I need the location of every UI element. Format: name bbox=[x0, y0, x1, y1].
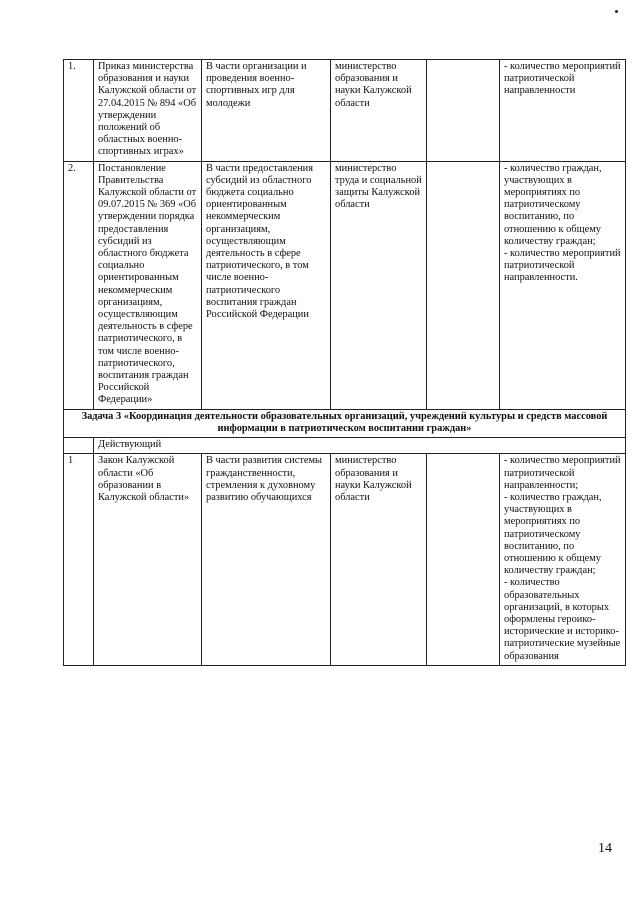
empty-cell bbox=[64, 438, 94, 454]
indicators: - количество граждан, участвующих в мероприятиях по патриотическому воспитанию, по отношению к общему количеству граждан; - количество мероприятий патриотической направленности. bbox=[500, 161, 626, 409]
task-heading-row bbox=[64, 409, 626, 437]
empty-cell bbox=[427, 161, 500, 409]
document-scope: В части предоставления субсидий из областного бюджета социально ориентированным некоммерческим организациям, осуществляющим деятельность в сфере патриотического, в том числе военно-патриотического воспитания граждан Российской Федерации bbox=[202, 161, 331, 409]
row-number: 1 bbox=[64, 454, 94, 665]
page-number: 14 bbox=[598, 841, 612, 856]
empty-cell bbox=[427, 454, 500, 665]
table-row bbox=[64, 161, 626, 409]
responsible-executor: министерство образования и науки Калужской области bbox=[331, 454, 427, 665]
status-label: Действующий bbox=[94, 438, 626, 454]
document-name: Приказ министерства образования и науки Калужской области от 27.04.2015 № 894 «Об утверждении положений об областных военно-спортивных играх» bbox=[94, 60, 202, 162]
legal-acts-table bbox=[63, 59, 626, 666]
task-heading: Задача 3 «Координация деятельности образовательных организаций, учреждений культуры и средств массовой информации в патриотическом воспитании граждан» bbox=[64, 409, 626, 437]
status-row bbox=[64, 438, 626, 454]
indicators: - количество мероприятий патриотической направленности; - количество граждан, участвующих в мероприятиях по патриотическому воспитанию, по отношению к общему количеству граждан; - количество образовательных организаций, в которых оформлены героико-исторические и историко-патриотические музейные образования bbox=[500, 454, 626, 665]
document-scope: В части организации и проведения военно-спортивных игр для молодежи bbox=[202, 60, 331, 162]
document-name: Закон Калужской области «Об образовании в Калужской области» bbox=[94, 454, 202, 665]
responsible-executor: министерство труда и социальной защиты Калужской области bbox=[331, 161, 427, 409]
scan-speck bbox=[615, 10, 618, 13]
document-scope: В части развития системы гражданственности, стремления к духовному развитию обучающихся bbox=[202, 454, 331, 665]
table-row bbox=[64, 454, 626, 665]
indicators: - количество мероприятий патриотической направленности bbox=[500, 60, 626, 162]
row-number: 1. bbox=[64, 60, 94, 162]
responsible-executor: министерство образования и науки Калужской области bbox=[331, 60, 427, 162]
document-name: Постановление Правительства Калужской области от 09.07.2015 № 369 «Об утверждении порядка предоставления субсидий из областного бюджета социально ориентированным некоммерческим организациям, осуществляющим деятельность в сфере патриотического, в том числе военно-патриотического, воспитания граждан Российской Федерации» bbox=[94, 161, 202, 409]
empty-cell bbox=[427, 60, 500, 162]
table-row bbox=[64, 60, 626, 162]
row-number: 2. bbox=[64, 161, 94, 409]
